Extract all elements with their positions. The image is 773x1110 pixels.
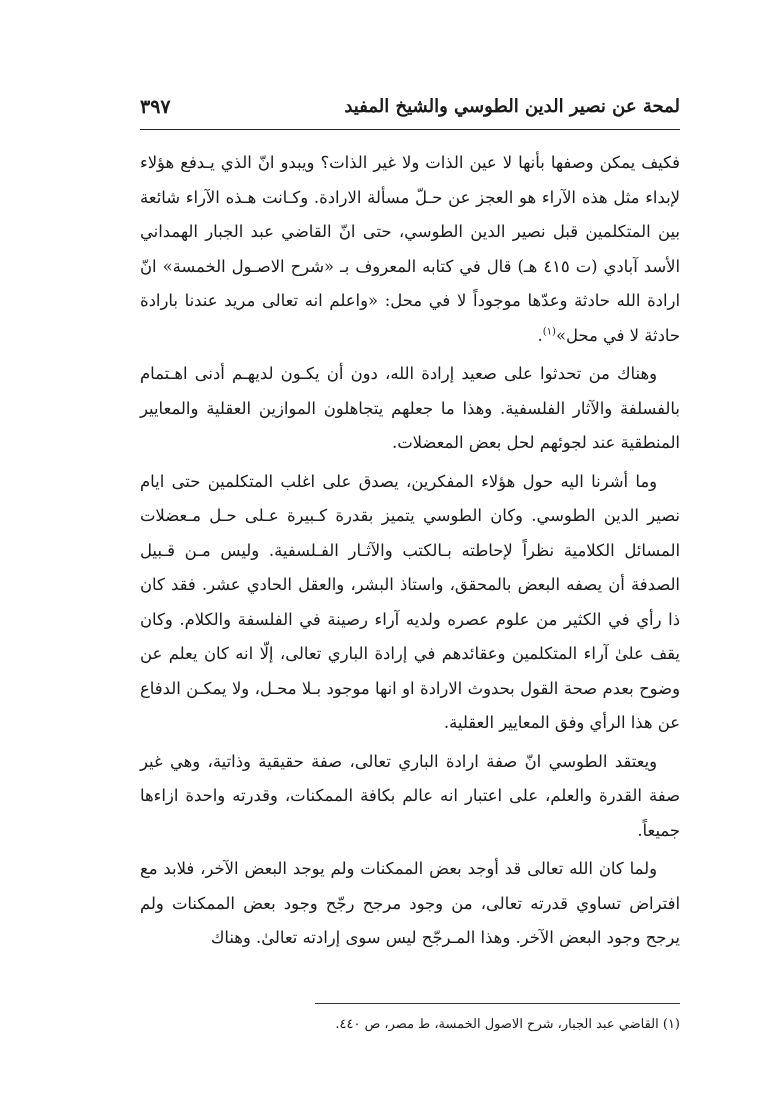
paragraph-2: وهناك من تحدثوا على صعيد إرادة الله، دون أن يكـون لديهـم أدنى اهـتمام بالفسلفة والآثار الفلسفية. وهذا ما جعلهم يتجاهلون الموازين العقلية والمعايير المنطقية عند لجوئهم لحل بعض المعضلات. bbox=[140, 364, 680, 452]
footnote-ref-1: (١) bbox=[542, 326, 556, 338]
paragraph-5: ولما كان الله تعالى قد أوجد بعض الممكنات ولم يوجد البعض الآخر، فلابد مع افتراض تساوي قدرته تعالى، من وجود مرجح رجّح وجود بعض الممكنات ولم يرجح وجود البعض الآخر. وهذا المـرجّح ليس سوى إرادته تعالىٰ. وهناك bbox=[140, 859, 680, 947]
paragraph-1-text: فكيف يمكن وصفها بأنها لا عين الذات ولا غير الذات؟ ويبدو انّ الذي يـدفع هؤلاء لإبداء مثل هذه الآراء هو العجز عن حـلّ مسألة الارادة. وكـانت هـذه الآراء شائعة بين المتكلمين قبل نصير الدين الطوسي، حتى انّ القاضي عبد الجبار الهمداني الأسد آبادي (ت ٤١٥ هـ) قال في كتابه المعروف بـ «شرح الاصـول الخمسة» انّ ارادة الله حادثة وعدّها موجوداً لا في محل: «واعلم انه تعالى مريد عندنا بارادة حادثة لا في محل» bbox=[140, 153, 680, 345]
paragraph-4: ويعتقد الطوسي انّ صفة ارادة الباري تعالى، صفة حقيقية وذاتية، وهي غير صفة القدرة والعلم، على اعتبار انه عالم بكافة الممكنات، وقدرته واحدة ازاءها جميعاً. bbox=[140, 751, 680, 840]
footnote-rule bbox=[315, 1003, 680, 1004]
page-number: ٣٩٧ bbox=[140, 96, 171, 118]
paragraph-3: وما أشرنا اليه حول هؤلاء المفكرين، يصدق على اغلب المتكلمين حتى ايام نصير الدين الطوسي. وكان الطوسي يتميز بقدرة كـبيرة عـلى حـل مـعضلات المسائل الكلامية نظراً لإحاطته بـالكتب والآثـار الفـلسفية. وليس مـن قـبيل الصدفة أن يصفه البعض بالمحقق، واستاذ البشر، والعقل الحادي عشر. فقد كان ذا رأي في الكثير من علوم عصره ولديه آراء رصينة في الفلسفة والكلام. وكان يقف علىٰ آراء المتكلمين وعقائدهم في إرادة الباري تعالى، إلّا انه كان يعلم عن وضوح بعدم صحة القول بحدوث الارادة او انها موجود بـلا محـل، ولا يمكـن الدفاع عن هذا الرأي وفق المعايير العقلية. bbox=[140, 471, 680, 732]
header-rule bbox=[140, 129, 680, 130]
paragraph-1-end: . bbox=[537, 325, 543, 345]
running-header bbox=[140, 92, 680, 126]
header-title: لمحة عن نصير الدين الطوسي والشيخ المفيد bbox=[344, 96, 680, 117]
paragraph-1 bbox=[140, 146, 680, 353]
body-text bbox=[140, 146, 680, 960]
footnote: (١) القاضي عبد الجبار، شرح الاصول الخمسة، ط مصر، ص ٤٤٠. bbox=[335, 1017, 680, 1032]
